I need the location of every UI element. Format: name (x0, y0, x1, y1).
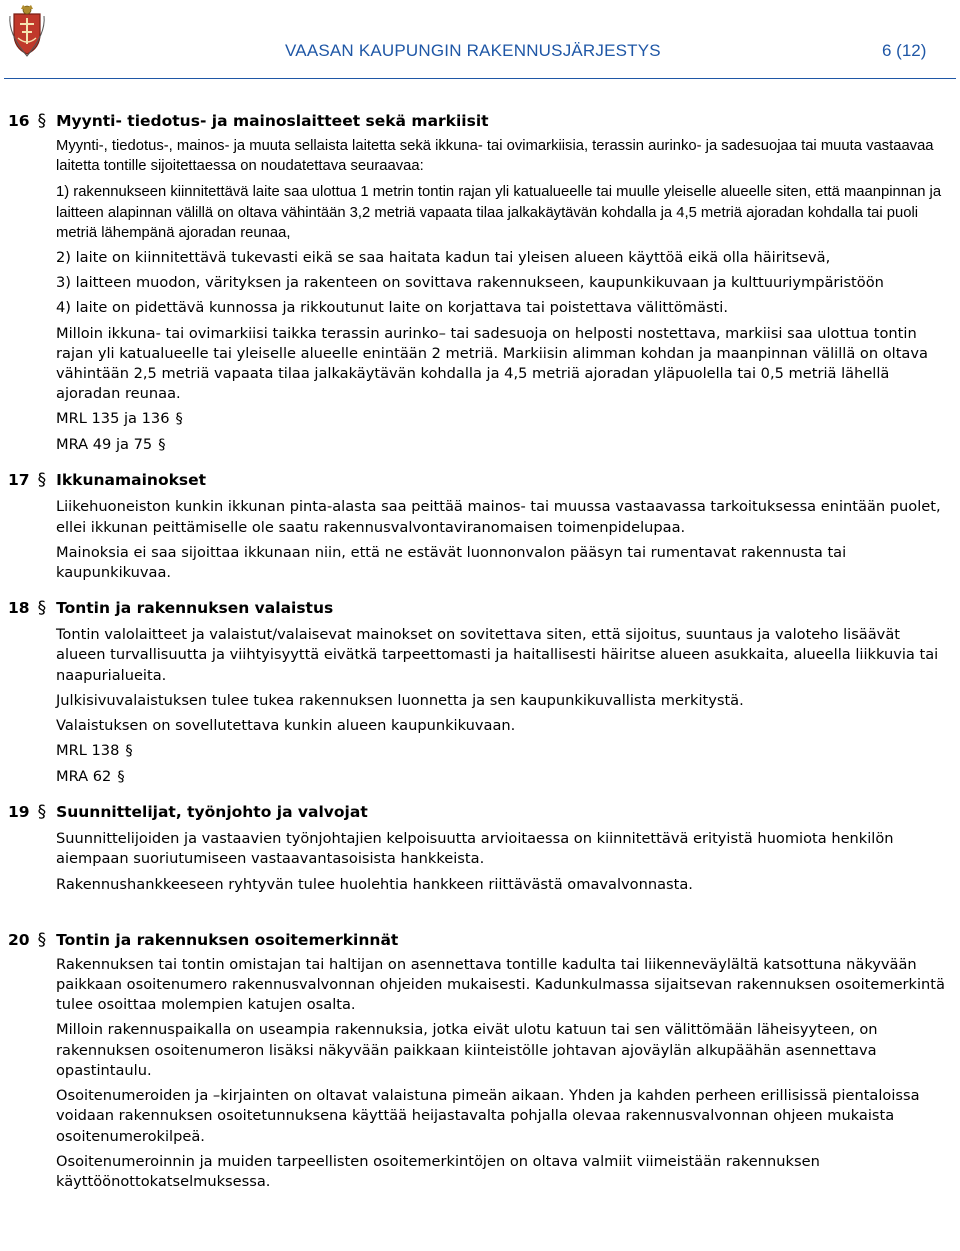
reference-text: MRA 49 ja 75 (56, 436, 153, 454)
document-body (0, 110, 960, 1192)
section-title: Tontin ja rakennuksen valaistus (56, 599, 334, 618)
law-reference (56, 409, 960, 429)
paragraph: Liikehuoneiston kunkin ikkunan pinta-alasta saa peittää mainos- tai muussa vastaavassa tarkoituksessa enintään puolet, ellei ikkunan peittämiselle ole saatu rakennusvalvontaviranomaisen toimenpidelupaa. (56, 498, 941, 536)
law-reference (56, 435, 960, 455)
coat-of-arms-logo (6, 4, 48, 58)
page-header (0, 0, 960, 80)
section-heading (8, 801, 960, 823)
section-16 (0, 110, 960, 455)
section-sign-icon: § (158, 436, 166, 454)
paragraph: Tontin valolaitteet ja valaistut/valaisevat mainokset on sovitettava siten, että sijoitus, suuntaus ja valoteho lisäävät alueen turvallisuutta ja viihtyisyyttä eivätkä tarpeettomasti ja haitallisesti häiritse alueen asukkaita, alueella liikkuvia tai naapurialueita. (56, 626, 939, 684)
reference-text: MRL 138 (56, 742, 120, 760)
reference-text: MRL 135 ja 136 (56, 410, 170, 428)
paragraph: Myynti-, tiedotus-, mainos- ja muuta sellaista laitetta sekä ikkuna- tai ovimarkiisia, terassin aurinko- ja sadesuojaa tai muuta vastaavaa laitetta tontille sijoitettaessa on noudatettava seuraavaa: (56, 138, 934, 175)
paragraph: 3) laitteen muodon, värityksen ja rakenteen on sovittava rakennukseen, kaupunkikuvaan ja kulttuuriympäristöön (56, 274, 884, 292)
section-title: Ikkunamainokset (56, 471, 207, 490)
section-number: 16 (8, 112, 30, 130)
section-heading (8, 110, 960, 132)
section-sign-icon: § (37, 598, 47, 619)
section-sign-icon: § (37, 802, 47, 823)
section-18 (0, 597, 960, 787)
paragraph: Osoitenumeroinnin ja muiden tarpeellisten osoitemerkintöjen on oltava valmiit viimeistään rakennuksen käyttöönottokatselmuksessa. (56, 1152, 820, 1190)
section-title: Tontin ja rakennuksen osoitemerkinnät (56, 930, 399, 949)
paragraph: Suunnittelijoiden ja vastaavien työnjohtajien kelpoisuutta arvioitaessa on kiinnitettävä erityistä huomiota henkilön aiempaan suoriutumiseen vastaavantasoisista hankkeista. (56, 830, 894, 868)
section-number: 18 (8, 599, 30, 618)
section-number: 19 (8, 803, 30, 822)
section-sign-icon: § (37, 111, 47, 131)
section-number: 17 (8, 471, 30, 490)
page-number: 6 (12) (882, 41, 927, 60)
section-sign-icon: § (37, 470, 47, 491)
section-sign-icon: § (125, 742, 133, 760)
paragraph: Osoitenumeroiden ja –kirjainten on oltavat valaistuna pimeän aikaan. Yhden ja kahden perheen erillisissä pientaloissa voidaan rakennuksen osoitetunnuksena käyttää heijastavalta pohjalla olevaa rakennusvalvonnan ohjeen mukaista osoitenumerokilpeä. (56, 1087, 920, 1145)
section-heading (8, 929, 960, 951)
paragraph: Rakennushankkeeseen ryhtyvän tulee huolehtia hankkeen riittävästä omavalvonnasta. (56, 875, 693, 893)
section-sign-icon: § (117, 768, 125, 786)
paragraph: Julkisivuvalaistuksen tulee tukea rakennuksen luonnetta ja sen kaupunkikuvallista merkitystä. (56, 691, 744, 709)
law-reference (56, 767, 960, 787)
header-divider (4, 78, 956, 79)
paragraph: Milloin rakennuspaikalla on useampia rakennuksia, jotka eivät ulotu katuun tai sen välittömään läheisyyteen, on rakennuksen osoitenumeron lisäksi näkyvään paikkaan kiinteistölle johtavan ajoväylän alkupäähän asennettava opastintaulu. (56, 1021, 878, 1079)
section-number: 20 (8, 930, 30, 949)
section-heading (8, 597, 960, 619)
paragraph: Rakennuksen tai tontin omistajan tai haltijan on asennettava tontille kadulta tai liikenneväylältä katsottuna näkyvään paikkaan osoitenumero rakennusvalvonnan ohjeiden mukaisesti. Kadunkulmassa sijaitsevan rakennuksen osoitemerkintä tulee osoittaa molempien katujen osalta. (56, 955, 945, 1014)
paragraph: Milloin ikkuna- tai ovimarkiisi taikka terassin aurinko– tai sadesuoja on helposti nostettava, markiisi saa ulottua tontin rajan yli katualueelle tai yleiselle alueelle enintään 2 metriä. Markiisin alimman kohdan ja maanpinnan välillä on oltava vähintään 2,5 metriä vapaata tilaa jalkakäytävän kohdalla ja 4,5 metriä ajoradan yläpuolella tai 0,5 metriä lähellä ajoradan reunaa. (56, 324, 928, 403)
paragraph: 4) laite on pidettävä kunnossa ja rikkoutunut laite on korjattava tai poistettava välittömästi. (56, 299, 728, 317)
law-reference (56, 741, 960, 761)
document-title: VAASAN KAUPUNGIN RAKENNUSJÄRJESTYS (285, 41, 661, 60)
reference-text: MRA 62 (56, 768, 112, 786)
section-sign-icon: § (175, 410, 183, 428)
section-title: Suunnittelijat, työnjohto ja valvojat (56, 803, 368, 822)
section-sign-icon: § (37, 929, 47, 950)
paragraph: Valaistuksen on sovellutettava kunkin alueen kaupunkikuvaan. (56, 717, 516, 735)
section-17 (0, 469, 960, 583)
section-20 (0, 929, 960, 1192)
section-title: Myynti- tiedotus- ja mainoslaitteet sekä markiisit (56, 112, 489, 130)
paragraph: 1) rakennukseen kiinnitettävä laite saa ulottua 1 metrin tontin rajan yli katualueelle tai muulle yleiselle alueelle siten, että maanpinnan ja laitteen alapinnan välillä on oltava vähintään 3,2 metriä vapaata tilaa jalkakäytävän kohdalla ja 4,5 metriä ajoradan kohdalla tai puoli metriä lähempänä ajoradan reunaa, (56, 184, 942, 241)
section-heading (8, 469, 960, 491)
paragraph: Mainoksia ei saa sijoittaa ikkunaan niin, että ne estävät luonnonvalon pääsyn tai rumentavat rakennusta tai kaupunkikuvaa. (56, 543, 847, 582)
paragraph: 2) laite on kiinnitettävä tukevasti eikä se saa haitata kadun tai yleisen alueen käyttöä eikä olla häiritsevä, (56, 249, 831, 267)
section-19 (0, 801, 960, 895)
